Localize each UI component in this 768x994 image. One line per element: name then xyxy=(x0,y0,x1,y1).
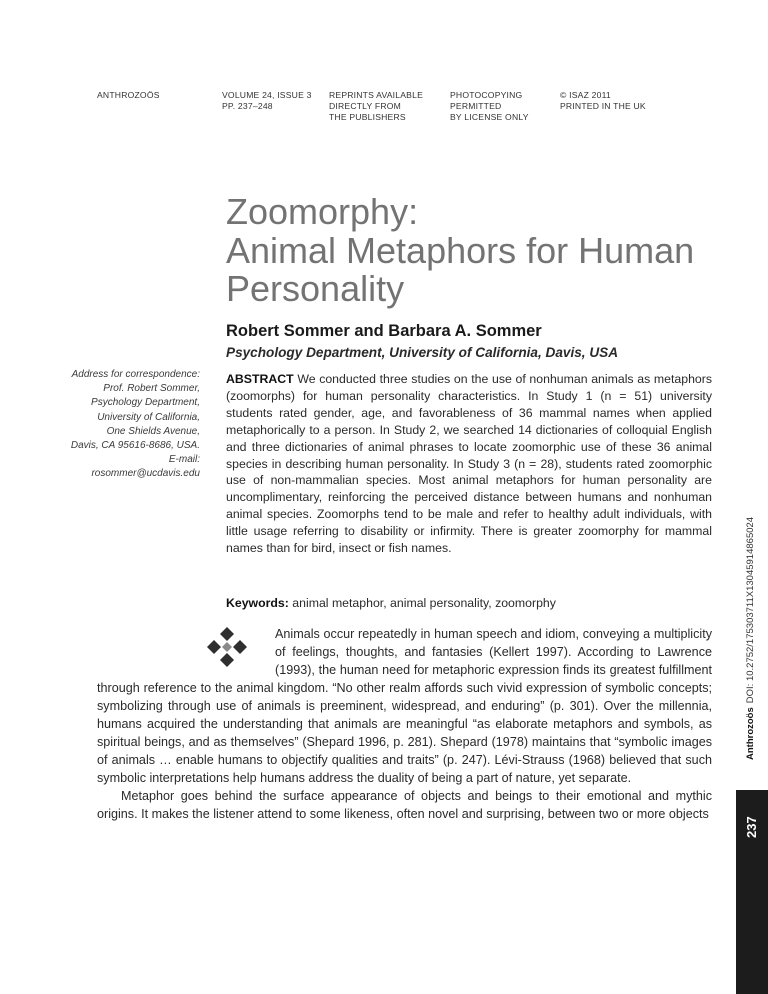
article-body xyxy=(97,625,712,824)
copyright-line: © ISAZ 2011 xyxy=(560,90,611,100)
header-volume xyxy=(222,90,312,112)
header-photocopying xyxy=(450,90,529,123)
corr-line-6: Davis, CA 95616-8686, USA. xyxy=(70,440,200,452)
corr-line-7: E-mail: xyxy=(168,454,200,466)
photo-line-3: BY LICENSE ONLY xyxy=(450,112,529,122)
corr-line-4: University of California, xyxy=(97,411,200,423)
reprints-line-1: REPRINTS AVAILABLE xyxy=(329,90,424,100)
title-line-3: Personality xyxy=(226,268,405,309)
doi-text[interactable]: DOI: 10.2752/175303711X13045914865024 xyxy=(745,516,756,704)
corr-line-5: One Shields Avenue, xyxy=(106,425,200,437)
body-paragraph-1-text: Animals occur repeatedly in human speech and idiom, conveying a multiplicity of feelings, thoughts, and fantasies (Kellert 1997). According to Lawrence (1993), the human need for metaphoric expression finds its greatest fulfillment through reference to the animal kingdom. “No other realm affords such vivid expression of symbolic concepts; symbolizing through use of animals is preeminent, widespread, and enduring” (p. 301). Over the millennia, humans acquired the understanding that animals are meaningful “as elaborate metaphors and symbols, as spiritual beings, and as themselves” (Shepard 1996, p. 281). Shepard (1978) maintains that “symbolic images of animals … enable humans to objectify qualities and traits” (p. 247). Lévi-Strauss (1968) believed that such symbolic interpretations help humans address the duality of being a part of nature, yet separate. xyxy=(97,627,712,786)
doi-line xyxy=(745,516,759,760)
pages-line: PP. 237–248 xyxy=(222,101,273,111)
title-line-1: Zoomorphy: xyxy=(226,191,419,232)
header-journal xyxy=(97,90,160,101)
ornament-diamonds-icon xyxy=(207,625,267,675)
journal-name: ANTHROZOÖS xyxy=(97,90,160,100)
abstract-label: ABSTRACT xyxy=(226,372,294,386)
volume-line: VOLUME 24, ISSUE 3 xyxy=(222,90,312,100)
abstract-text: We conducted three studies on the use of nonhuman animals as metaphors (zoomorphs) for human personality characteristics. In Study 1 (n = 51) university students rated gender, age, and favorableness of 36 mammal names when applied metaphorically to a person. In Study 2, we searched 14 dictionaries of colloquial English and three dictionaries of animal phrases to locate zoomorphic use of these 36 animal species in describing human personality. In Study 3 (n = 28), students rated zoomorphic use of non-mammalian species. Most animal metaphors for human personality are uncomplimentary, reinforcing the perceived distance between humans and nonhuman animal species. Zoomorphs tend to be male and refer to healthy adult individuals, with little usage referring to disability or infirmity. There is greater zoomorphy for mammal names than for bird, insect or fish names. xyxy=(226,372,712,556)
abstract xyxy=(226,371,712,557)
header-copyright xyxy=(560,90,646,112)
title-line-2: Animal Metaphors for Human xyxy=(226,229,695,271)
doi-journal: Anthrozoös xyxy=(745,707,756,760)
keywords xyxy=(226,596,712,610)
header-reprints xyxy=(329,90,423,123)
article-title xyxy=(226,193,726,309)
side-margin xyxy=(736,0,768,994)
reprints-line-3: THE PUBLISHERS xyxy=(329,112,406,122)
corr-line-1: Address for correspondence: xyxy=(71,369,200,380)
photo-line-2: PERMITTED xyxy=(450,101,502,111)
affiliation: Psychology Department, University of California, Davis, USA xyxy=(226,345,619,360)
body-paragraph-1 xyxy=(97,625,712,787)
body-paragraph-2: Metaphor goes behind the surface appearance of objects and beings to their emotional and mythic origins. It makes the listener attend to some likeness, often novel and surprising, between two or more objects xyxy=(97,789,712,822)
correspondence-address xyxy=(60,368,200,482)
authors: Robert Sommer and Barbara A. Sommer xyxy=(226,322,542,340)
reprints-line-2: DIRECTLY FROM xyxy=(329,101,401,111)
printed-line: PRINTED IN THE UK xyxy=(560,101,646,111)
corr-line-3: Psychology Department, xyxy=(91,397,200,409)
page-number: 237 xyxy=(744,816,759,838)
corr-email[interactable]: rosommer@ucdavis.edu xyxy=(91,468,200,480)
photo-line-1: PHOTOCOPYING xyxy=(450,90,523,100)
keywords-label: Keywords: xyxy=(226,596,289,610)
corr-line-2: Prof. Robert Sommer, xyxy=(103,383,200,395)
keywords-text: animal metaphor, animal personality, zoomorphy xyxy=(292,596,556,610)
